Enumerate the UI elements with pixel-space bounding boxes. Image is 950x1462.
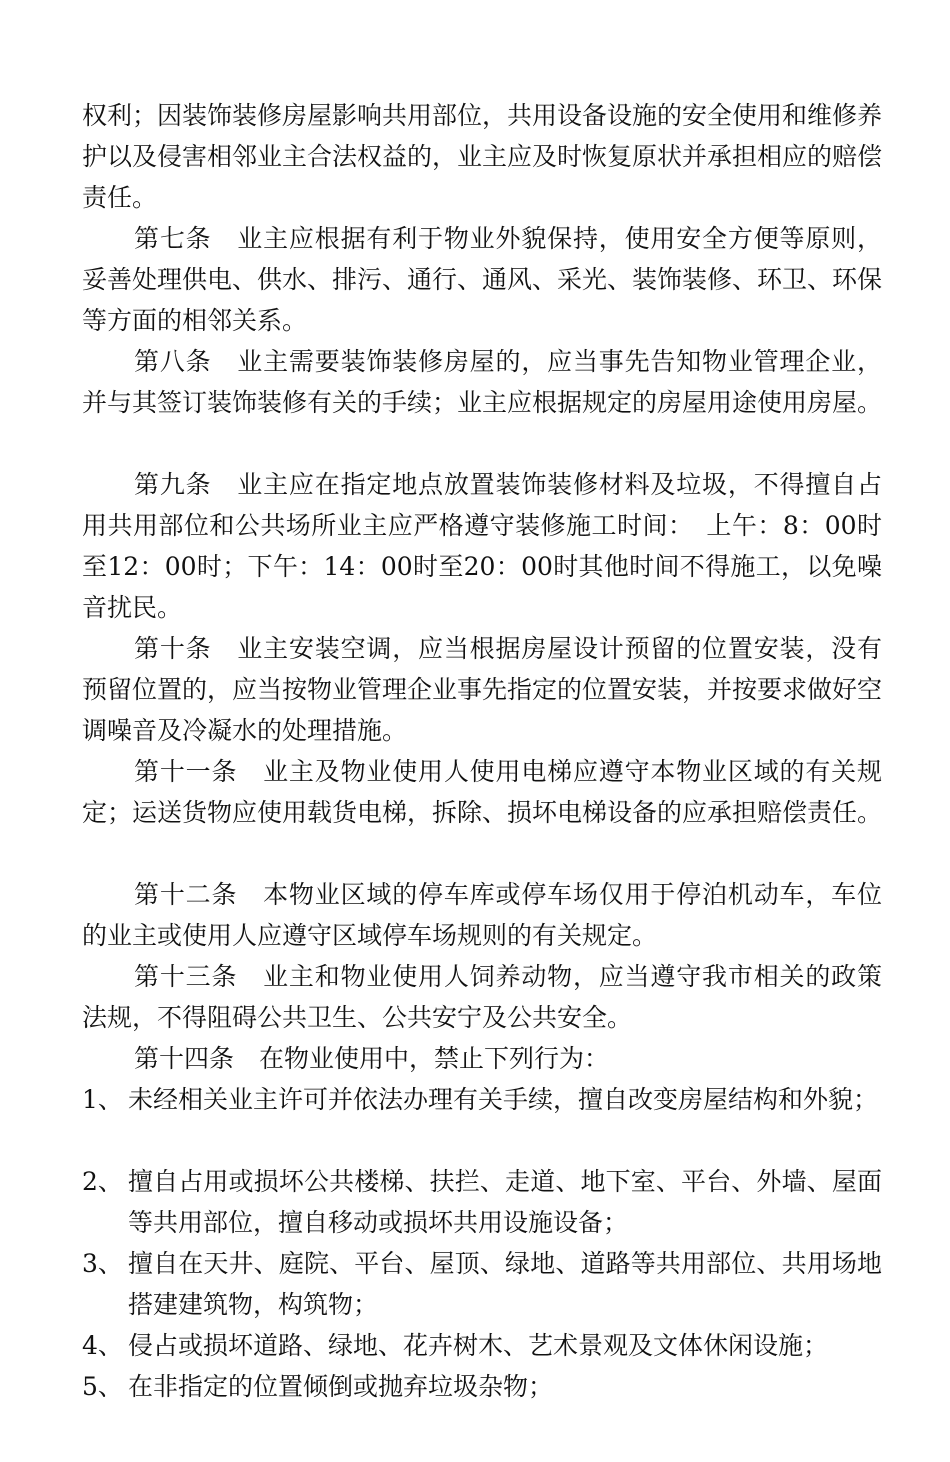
list-item-number: 2、 <box>82 1167 123 1196</box>
list-item <box>82 1079 882 1120</box>
list-item-text: 擅自在天井、庭院、平台、屋顶、绿地、道路等共用部位、共用场地搭建建筑物，构筑物； <box>128 1249 882 1319</box>
list-item-number: 3、 <box>82 1249 123 1278</box>
article-7: 第七条 业主应根据有利于物业外貌保持，使用安全方便等原则，妥善处理供电、供水、排污、通行、通风、采光、装饰装修、环卫、环保等方面的相邻关系。 <box>82 224 883 335</box>
list-item-number: 5、 <box>82 1372 123 1401</box>
list-item <box>82 1366 882 1407</box>
list-item-text: 侵占或损坏道路、绿地、花卉树木、艺术景观及文体休闲设施； <box>128 1331 829 1360</box>
paragraph-continuation: 权利；因装饰装修房屋影响共用部位，共用设备设施的安全使用和维修养护以及侵害相邻业主合法权益的，业主应及时恢复原状并承担相应的赔偿责任。 <box>82 101 883 212</box>
list-item-text: 在非指定的位置倾倒或抛弃垃圾杂物； <box>128 1372 554 1401</box>
list-item <box>82 1161 882 1243</box>
list-item-text: 未经相关业主许可并依法办理有关手续，擅自改变房屋结构和外貌； <box>128 1085 879 1114</box>
article-11: 第十一条 业主及物业使用人使用电梯应遵守本物业区域的有关规定；运送货物应使用载货电梯，拆除、损坏电梯设备的应承担赔偿责任。 <box>82 757 883 827</box>
article-12: 第十二条 本物业区域的停车库或停车场仅用于停泊机动车，车位的业主或使用人应遵守区域停车场规则的有关规定。 <box>82 880 882 950</box>
list-item <box>82 1325 882 1366</box>
list-item <box>82 1243 882 1325</box>
article-10: 第十条 业主安装空调，应当根据房屋设计预留的位置安装，没有预留位置的，应当按物业管理企业事先指定的位置安装，并按要求做好空调噪音及冷凝水的处理措施。 <box>82 634 883 745</box>
article-14: 第十四条 在物业使用中，禁止下列行为： <box>134 1044 610 1073</box>
list-item-text: 擅自占用或损坏公共楼梯、扶拦、走道、地下室、平台、外墙、屋面等共用部位，擅自移动或损坏共用设施设备； <box>128 1167 882 1237</box>
list-item-number: 1、 <box>82 1085 123 1114</box>
article-8: 第八条 业主需要装饰装修房屋的，应当事先告知物业管理企业，并与其签订装饰装修有关的手续；业主应根据规定的房屋用途使用房屋。 <box>82 347 883 417</box>
article-9: 第九条 业主应在指定地点放置装饰装修材料及垃圾，不得擅自占用共用部位和公共场所业主应严格遵守装修施工时间： 上午：8：00时至12：00时；下午：14：00时至20：00时其他时间不得施工，以免噪音扰民。 <box>82 470 882 622</box>
list-item-number: 4、 <box>82 1331 123 1360</box>
article-13: 第十三条 业主和物业使用人饲养动物，应当遵守我市相关的政策法规，不得阻碍公共卫生、公共安宁及公共安全。 <box>82 962 882 1032</box>
